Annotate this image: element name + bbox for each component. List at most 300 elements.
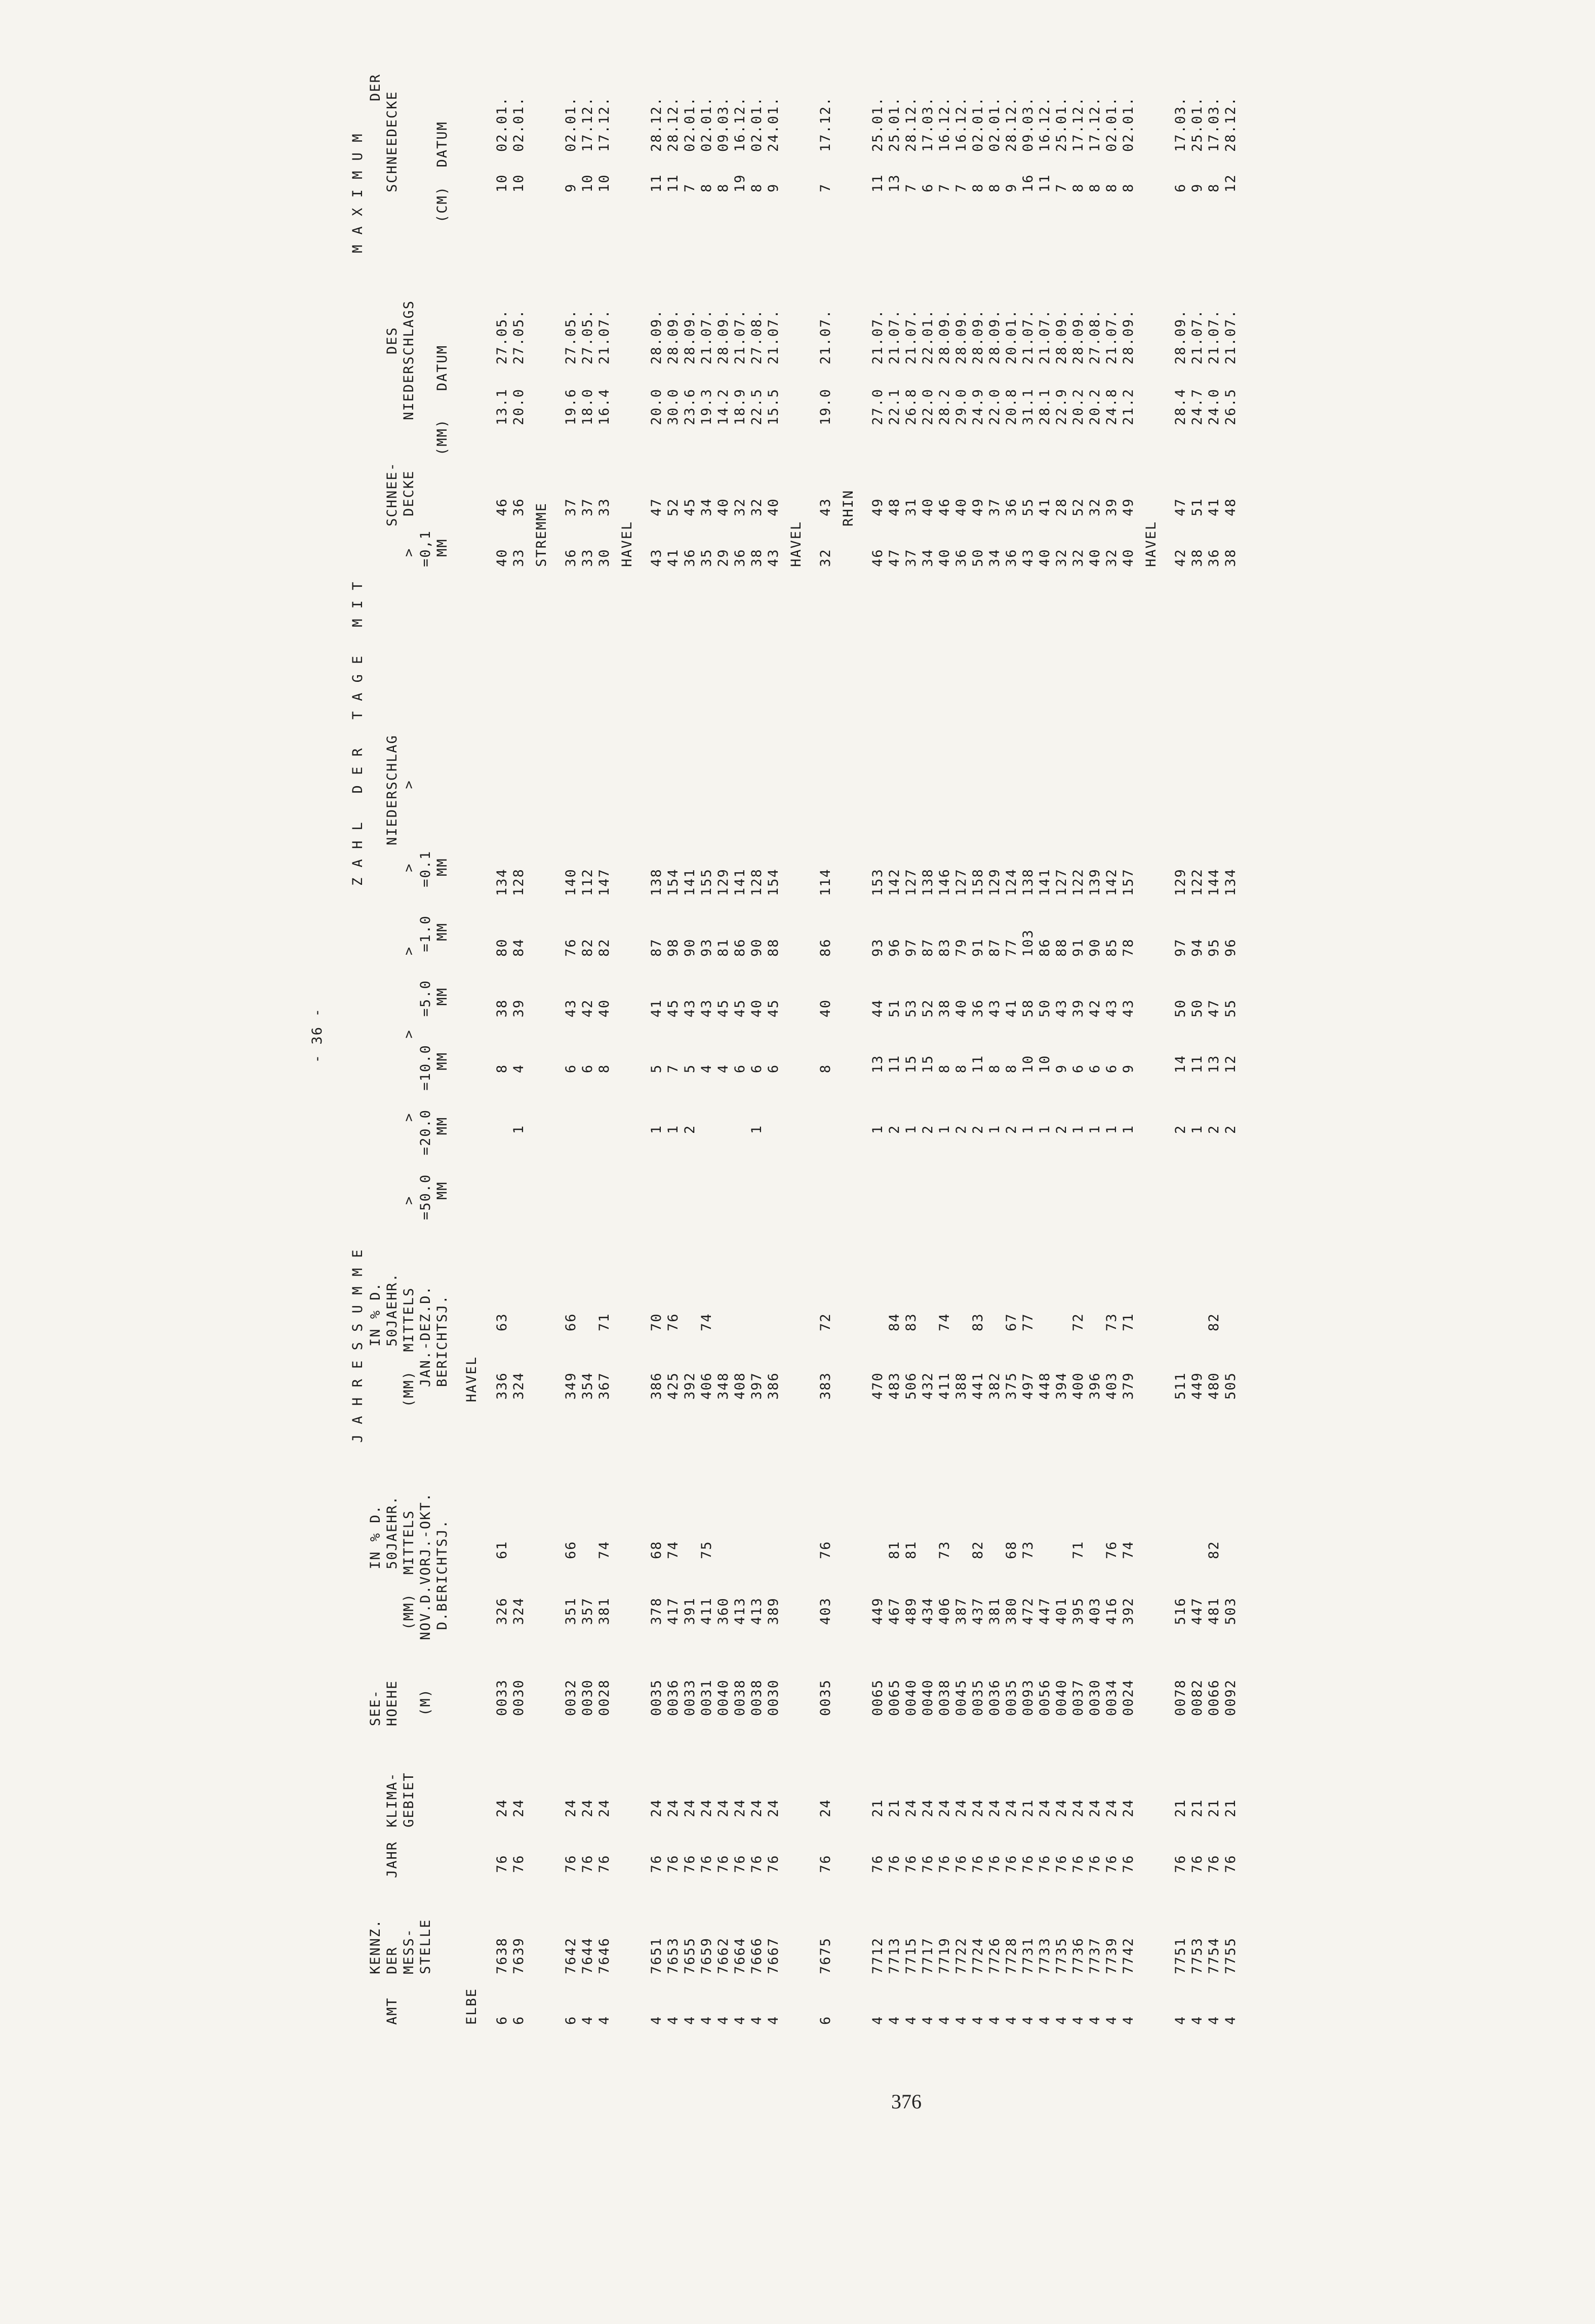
cell-scd: 02.01. bbox=[970, 96, 986, 152]
cell-amt: 4 bbox=[699, 2015, 714, 2025]
cell-mxd: 21.07. bbox=[818, 309, 833, 364]
cell-see: 0038 bbox=[732, 1679, 748, 1716]
header-jahressumme: J A H R E S S U M M E bbox=[350, 1248, 366, 1443]
cell-amt: 4 bbox=[1121, 2015, 1136, 2025]
cell-mx: 16.4 bbox=[596, 388, 612, 425]
header-der-1: DER bbox=[368, 73, 383, 101]
cell-sc: 11 bbox=[649, 174, 664, 192]
cell-klima: 24 bbox=[818, 1799, 833, 1817]
cell-sd2: 28 bbox=[1054, 498, 1069, 516]
rotated-table-sheet bbox=[263, 0, 1595, 2025]
cell-amt: 6 bbox=[563, 2015, 579, 2025]
cell-g20: 1 bbox=[665, 1124, 681, 1134]
cell-g10: 8 bbox=[937, 1064, 952, 1073]
cell-scd: 09.03. bbox=[1020, 96, 1036, 152]
cell-p2: 66 bbox=[563, 1313, 579, 1331]
cell-klima: 24 bbox=[682, 1799, 698, 1817]
cell-js1: 489 bbox=[903, 1597, 919, 1625]
cell-g5: 47 bbox=[1206, 999, 1222, 1017]
cell-g5: 51 bbox=[887, 999, 902, 1017]
cell-jahr: 76 bbox=[715, 1854, 731, 1873]
cell-g1: 86 bbox=[818, 938, 833, 957]
cell-p1: 82 bbox=[970, 1540, 986, 1559]
cell-scd: 28.12. bbox=[903, 96, 919, 152]
cell-sc: 9 bbox=[766, 183, 781, 192]
cell-js1: 381 bbox=[987, 1597, 1003, 1625]
cell-p2: 67 bbox=[1004, 1313, 1019, 1331]
cell-p2: 71 bbox=[1121, 1313, 1136, 1331]
cell-mx: 24.0 bbox=[1206, 388, 1222, 425]
cell-see: 0036 bbox=[987, 1679, 1003, 1716]
header-jahr: JAHR bbox=[384, 1841, 400, 1878]
cell-kennz: 7722 bbox=[953, 1937, 969, 1974]
cell-g5: 50 bbox=[1189, 999, 1205, 1017]
cell-sd2: 47 bbox=[649, 498, 664, 516]
cell-mxd: 28.09. bbox=[970, 309, 986, 364]
cell-g10: 15 bbox=[903, 1054, 919, 1073]
cell-g1: 95 bbox=[1206, 938, 1222, 957]
cell-sd2: 32 bbox=[732, 498, 748, 516]
cell-mxd: 21.07. bbox=[887, 309, 902, 364]
table-row bbox=[665, 0, 682, 2025]
cell-g01: 134 bbox=[494, 868, 510, 896]
cell-g01: 134 bbox=[1223, 868, 1239, 896]
cell-sd: 32 bbox=[1070, 548, 1086, 567]
cell-g10: 7 bbox=[665, 1064, 681, 1073]
cell-jahr: 76 bbox=[1054, 1854, 1069, 1873]
cell-g01: 154 bbox=[766, 868, 781, 896]
cell-kennz: 7644 bbox=[580, 1937, 595, 1974]
cell-sd2: 40 bbox=[953, 498, 969, 516]
cell-klima: 24 bbox=[1004, 1799, 1019, 1817]
cell-js2: 408 bbox=[732, 1372, 748, 1400]
cell-g01: 154 bbox=[665, 868, 681, 896]
cell-jahr: 76 bbox=[649, 1854, 664, 1873]
cell-g01: 128 bbox=[511, 868, 527, 896]
cell-sd: 36 bbox=[563, 548, 579, 567]
cell-jahr: 76 bbox=[953, 1854, 969, 1873]
cell-see: 0035 bbox=[970, 1679, 986, 1716]
cell-see: 0078 bbox=[1173, 1679, 1188, 1716]
cell-amt: 6 bbox=[511, 2015, 527, 2025]
cell-g10: 6 bbox=[749, 1064, 765, 1073]
header-kennz-2: DER bbox=[384, 1946, 400, 1974]
cell-js2: 336 bbox=[494, 1372, 510, 1400]
table-row bbox=[765, 0, 782, 2025]
cell-amt: 4 bbox=[970, 2015, 986, 2025]
cell-js2: 483 bbox=[887, 1372, 902, 1400]
cell-p1: 81 bbox=[887, 1540, 902, 1559]
cell-g1: 88 bbox=[1054, 938, 1069, 957]
cell-g01: 153 bbox=[870, 868, 886, 896]
cell-g10: 6 bbox=[766, 1064, 781, 1073]
cell-see: 0038 bbox=[937, 1679, 952, 1716]
cell-g5: 38 bbox=[494, 999, 510, 1017]
cell-scd: 09.03. bbox=[715, 96, 731, 152]
cell-see: 0037 bbox=[1070, 1679, 1086, 1716]
cell-g10: 8 bbox=[987, 1064, 1003, 1073]
cell-klima: 24 bbox=[511, 1799, 527, 1817]
cell-scd: 02.01. bbox=[682, 96, 698, 152]
cell-klima: 24 bbox=[665, 1799, 681, 1817]
header-amt: AMT bbox=[384, 1997, 400, 2025]
cell-mx: 26.8 bbox=[903, 388, 919, 425]
header-klima-1: KLIMA- bbox=[384, 1772, 400, 1827]
cell-js1: 395 bbox=[1070, 1597, 1086, 1625]
cell-sd2: 40 bbox=[715, 498, 731, 516]
cell-klima: 24 bbox=[649, 1799, 664, 1817]
cell-kennz: 7731 bbox=[1020, 1937, 1036, 1974]
cell-sc: 13 bbox=[887, 174, 902, 192]
cell-kennz: 7719 bbox=[937, 1937, 952, 1974]
cell-kennz: 7675 bbox=[818, 1937, 833, 1974]
cell-scd: 17.12. bbox=[596, 96, 612, 152]
cell-g5: 43 bbox=[1054, 999, 1069, 1017]
cell-g01: 138 bbox=[920, 868, 936, 896]
cell-mxd: 28.09. bbox=[715, 309, 731, 364]
cell-mxd: 27.05. bbox=[511, 309, 527, 364]
cell-sd2: 34 bbox=[699, 498, 714, 516]
table-row bbox=[698, 0, 715, 2025]
cell-g10: 8 bbox=[596, 1064, 612, 1073]
cell-amt: 4 bbox=[665, 2015, 681, 2025]
cell-sc: 8 bbox=[987, 183, 1003, 192]
cell-see: 0030 bbox=[511, 1679, 527, 1716]
cell-kennz: 7754 bbox=[1206, 1937, 1222, 1974]
cell-scd: 16.12. bbox=[732, 96, 748, 152]
cell-scd: 17.12. bbox=[1087, 96, 1103, 152]
cell-mx: 27.0 bbox=[870, 388, 886, 425]
cell-amt: 4 bbox=[953, 2015, 969, 2025]
cell-mx: 31.1 bbox=[1020, 388, 1036, 425]
cell-js2: 324 bbox=[511, 1372, 527, 1400]
cell-js1: 389 bbox=[766, 1597, 781, 1625]
cell-g1: 79 bbox=[953, 938, 969, 957]
cell-mx: 20.0 bbox=[649, 388, 664, 425]
table-row bbox=[920, 0, 936, 2025]
cell-g01: 142 bbox=[887, 868, 902, 896]
cell-p2: 74 bbox=[937, 1313, 952, 1331]
cell-sc: 8 bbox=[970, 183, 986, 192]
cell-kennz: 7737 bbox=[1087, 1937, 1103, 1974]
cell-sd: 37 bbox=[903, 548, 919, 567]
cell-js1: 378 bbox=[649, 1597, 664, 1625]
cell-g01: 142 bbox=[1104, 868, 1120, 896]
cell-scd: 02.01. bbox=[987, 96, 1003, 152]
cell-g10: 5 bbox=[649, 1064, 664, 1073]
cell-g1: 87 bbox=[649, 938, 664, 957]
cell-klima: 24 bbox=[749, 1799, 765, 1817]
cell-g10: 9 bbox=[1054, 1064, 1069, 1073]
cell-sd2: 47 bbox=[1173, 498, 1188, 516]
cell-sc: 10 bbox=[494, 174, 510, 192]
cell-amt: 4 bbox=[870, 2015, 886, 2025]
cell-see: 0030 bbox=[1087, 1679, 1103, 1716]
cell-klima: 24 bbox=[563, 1799, 579, 1817]
cell-scd: 16.12. bbox=[1037, 96, 1053, 152]
cell-g5: 58 bbox=[1020, 999, 1036, 1017]
cell-g20: 1 bbox=[511, 1124, 527, 1134]
cell-scd: 02.01. bbox=[563, 96, 579, 152]
cell-mx: 24.7 bbox=[1189, 388, 1205, 425]
cell-sc: 6 bbox=[920, 183, 936, 192]
cell-kennz: 7664 bbox=[732, 1937, 748, 1974]
cell-sc: 9 bbox=[563, 183, 579, 192]
cell-g10: 4 bbox=[511, 1064, 527, 1073]
cell-js1: 481 bbox=[1206, 1597, 1222, 1625]
cell-scd: 25.01. bbox=[1054, 96, 1069, 152]
cell-g5: 43 bbox=[563, 999, 579, 1017]
cell-sd: 43 bbox=[766, 548, 781, 567]
cell-kennz: 7728 bbox=[1004, 1937, 1019, 1974]
cell-g10: 10 bbox=[1020, 1054, 1036, 1073]
cell-g01: 138 bbox=[649, 868, 664, 896]
cell-js1: 411 bbox=[699, 1597, 714, 1625]
cell-jahr: 76 bbox=[1206, 1854, 1222, 1873]
cell-jahr: 76 bbox=[766, 1854, 781, 1873]
cell-scd: 28.12. bbox=[1004, 96, 1019, 152]
cell-see: 0092 bbox=[1223, 1679, 1239, 1716]
cell-g01: 122 bbox=[1189, 868, 1205, 896]
cell-amt: 4 bbox=[1206, 2015, 1222, 2025]
cell-sd: 47 bbox=[887, 548, 902, 567]
cell-kennz: 7736 bbox=[1070, 1937, 1086, 1974]
header-js1-4: NOV.D.VORJ.-OKT. bbox=[418, 1492, 433, 1640]
cell-js2: 411 bbox=[937, 1372, 952, 1400]
cell-jahr: 76 bbox=[970, 1854, 986, 1873]
table-row bbox=[732, 0, 748, 2025]
section-label-elbe: ELBE bbox=[464, 1987, 480, 2025]
cell-mxd: 27.05. bbox=[563, 309, 579, 364]
cell-kennz: 7753 bbox=[1189, 1937, 1205, 1974]
cell-scd: 17.12. bbox=[818, 96, 833, 152]
cell-jahr: 76 bbox=[1037, 1854, 1053, 1873]
cell-g5: 40 bbox=[749, 999, 765, 1017]
cell-g1: 90 bbox=[1087, 938, 1103, 957]
cell-g1: 80 bbox=[494, 938, 510, 957]
cell-g5: 39 bbox=[1070, 999, 1086, 1017]
cell-js2: 379 bbox=[1121, 1372, 1136, 1400]
cell-amt: 6 bbox=[494, 2015, 510, 2025]
cell-see: 0082 bbox=[1189, 1679, 1205, 1716]
cell-js1: 324 bbox=[511, 1597, 527, 1625]
cell-jahr: 76 bbox=[1104, 1854, 1120, 1873]
cell-js2: 511 bbox=[1173, 1372, 1188, 1400]
cell-js1: 516 bbox=[1173, 1597, 1188, 1625]
cell-sd2: 39 bbox=[1104, 498, 1120, 516]
cell-g1: 91 bbox=[1070, 938, 1086, 957]
cell-mx: 22.9 bbox=[1054, 388, 1069, 425]
cell-mxd: 21.07. bbox=[1223, 309, 1239, 364]
cell-see: 0066 bbox=[1206, 1679, 1222, 1716]
table-row bbox=[903, 0, 920, 2025]
cell-js2: 403 bbox=[1104, 1372, 1120, 1400]
cell-sd: 46 bbox=[870, 548, 886, 567]
cell-sd2: 43 bbox=[818, 498, 833, 516]
cell-mxd: 21.07. bbox=[1037, 309, 1053, 364]
cell-sd2: 37 bbox=[563, 498, 579, 516]
header-js1-3: (MM) MITTELS bbox=[401, 1510, 417, 1630]
header-js1-5: D.BERICHTSJ. bbox=[434, 1519, 450, 1630]
cell-mxd: 21.07. bbox=[1206, 309, 1222, 364]
cell-g5: 52 bbox=[920, 999, 936, 1017]
cell-mxd: 21.07. bbox=[699, 309, 714, 364]
cell-g01: 147 bbox=[596, 868, 612, 896]
header-kennz-1: KENNZ. bbox=[368, 1919, 383, 1974]
cell-sd: 32 bbox=[1054, 548, 1069, 567]
cell-sc: 8 bbox=[715, 183, 731, 192]
table-row bbox=[682, 0, 698, 2025]
table-row bbox=[986, 0, 1003, 2025]
cell-js1: 391 bbox=[682, 1597, 698, 1625]
cell-p2: 71 bbox=[596, 1313, 612, 1331]
header-js2-3: (MM) MITTELS bbox=[401, 1287, 417, 1407]
header-see-3: (M) bbox=[418, 1688, 433, 1716]
cell-js2: 441 bbox=[970, 1372, 986, 1400]
cell-g5: 41 bbox=[1004, 999, 1019, 1017]
header-maximum: M A X I M U M bbox=[350, 133, 366, 253]
cell-mx: 18.9 bbox=[732, 388, 748, 425]
cell-g5: 39 bbox=[511, 999, 527, 1017]
cell-kennz: 7733 bbox=[1037, 1937, 1053, 1974]
table-row bbox=[886, 0, 903, 2025]
page-number-header: - 36 - bbox=[309, 1007, 325, 1063]
cell-scd: 17.12. bbox=[1070, 96, 1086, 152]
cell-klima: 21 bbox=[1173, 1799, 1188, 1817]
cell-sc: 8 bbox=[749, 183, 765, 192]
cell-g1: 97 bbox=[1173, 938, 1188, 957]
cell-klima: 24 bbox=[920, 1799, 936, 1817]
cell-klima: 24 bbox=[715, 1799, 731, 1817]
cell-g01: 129 bbox=[1173, 868, 1188, 896]
cell-g20: 1 bbox=[937, 1124, 952, 1134]
cell-mx: 13.1 bbox=[494, 388, 510, 425]
cell-mx: 15.5 bbox=[766, 388, 781, 425]
cell-sd2: 32 bbox=[749, 498, 765, 516]
header-greater-than: > > > > > > bbox=[401, 780, 417, 1205]
cell-g1: 77 bbox=[1004, 938, 1019, 957]
cell-g20: 2 bbox=[953, 1124, 969, 1134]
river-section-label: HAVEL bbox=[788, 520, 804, 567]
header-max-mm-datum: (MM) DATUM bbox=[434, 344, 450, 456]
cell-scd: 02.01. bbox=[1104, 96, 1120, 152]
cell-g10: 6 bbox=[580, 1064, 595, 1073]
cell-see: 0034 bbox=[1104, 1679, 1120, 1716]
cell-amt: 4 bbox=[887, 2015, 902, 2025]
cell-see: 0040 bbox=[920, 1679, 936, 1716]
cell-g5: 55 bbox=[1223, 999, 1239, 1017]
cell-see: 0040 bbox=[715, 1679, 731, 1716]
header-schnee-gt: > bbox=[401, 547, 417, 557]
cell-g20: 2 bbox=[970, 1124, 986, 1134]
cell-klima: 24 bbox=[903, 1799, 919, 1817]
cell-klima: 21 bbox=[1223, 1799, 1239, 1817]
cell-amt: 4 bbox=[649, 2015, 664, 2025]
cell-sd2: 51 bbox=[1189, 498, 1205, 516]
cell-scd: 25.01. bbox=[887, 96, 902, 152]
cell-kennz: 7667 bbox=[766, 1937, 781, 1974]
cell-js2: 448 bbox=[1037, 1372, 1053, 1400]
cell-amt: 4 bbox=[682, 2015, 698, 2025]
cell-js2: 388 bbox=[953, 1372, 969, 1400]
cell-g10: 8 bbox=[818, 1064, 833, 1073]
table-row bbox=[596, 0, 613, 2025]
cell-g5: 43 bbox=[1104, 999, 1120, 1017]
cell-g20: 1 bbox=[1104, 1124, 1120, 1134]
cell-amt: 4 bbox=[1104, 2015, 1120, 2025]
cell-jahr: 76 bbox=[665, 1854, 681, 1873]
cell-g01: 112 bbox=[580, 868, 595, 896]
cell-g20: 1 bbox=[1070, 1124, 1086, 1134]
cell-mx: 19.3 bbox=[699, 388, 714, 425]
cell-g20: 1 bbox=[1037, 1124, 1053, 1134]
cell-g01: 146 bbox=[937, 868, 952, 896]
header-js2-5: BERICHTSJ. bbox=[434, 1294, 450, 1387]
table-row bbox=[1172, 0, 1189, 2025]
river-section-label: STREMME bbox=[534, 502, 549, 567]
cell-js1: 413 bbox=[732, 1597, 748, 1625]
cell-g1: 87 bbox=[920, 938, 936, 957]
cell-g10: 4 bbox=[699, 1064, 714, 1073]
cell-js2: 470 bbox=[870, 1372, 886, 1400]
cell-g01: 127 bbox=[903, 868, 919, 896]
cell-scd: 28.12. bbox=[665, 96, 681, 152]
cell-js2: 449 bbox=[1189, 1372, 1205, 1400]
cell-mx: 28.4 bbox=[1173, 388, 1188, 425]
cell-g01: 144 bbox=[1206, 868, 1222, 896]
cell-amt: 4 bbox=[1037, 2015, 1053, 2025]
cell-klima: 24 bbox=[953, 1799, 969, 1817]
cell-mx: 29.0 bbox=[953, 388, 969, 425]
cell-g1: 96 bbox=[1223, 938, 1239, 957]
cell-js2: 392 bbox=[682, 1372, 698, 1400]
cell-mx: 18.0 bbox=[580, 388, 595, 425]
cell-mxd: 21.07. bbox=[766, 309, 781, 364]
cell-kennz: 7646 bbox=[596, 1937, 612, 1974]
table-row bbox=[563, 0, 579, 2025]
cell-g1: 86 bbox=[1037, 938, 1053, 957]
cell-g10: 8 bbox=[1004, 1064, 1019, 1073]
cell-js2: 348 bbox=[715, 1372, 731, 1400]
cell-jahr: 76 bbox=[1173, 1854, 1188, 1873]
cell-js1: 434 bbox=[920, 1597, 936, 1625]
cell-sc: 16 bbox=[1020, 174, 1036, 192]
cell-kennz: 7724 bbox=[970, 1937, 986, 1974]
cell-g1: 85 bbox=[1104, 938, 1120, 957]
cell-js1: 406 bbox=[937, 1597, 952, 1625]
header-zahl-der-tage: Z A H L D E R T A G E M I T bbox=[350, 581, 366, 886]
cell-see: 0035 bbox=[818, 1679, 833, 1716]
cell-see: 0031 bbox=[699, 1679, 714, 1716]
cell-g10: 10 bbox=[1037, 1054, 1053, 1073]
cell-jahr: 76 bbox=[1020, 1854, 1036, 1873]
cell-g5: 45 bbox=[766, 999, 781, 1017]
cell-p1: 74 bbox=[1121, 1540, 1136, 1559]
cell-see: 0056 bbox=[1037, 1679, 1053, 1716]
cell-g01: 155 bbox=[699, 868, 714, 896]
cell-klima: 24 bbox=[1087, 1799, 1103, 1817]
cell-js1: 403 bbox=[1087, 1597, 1103, 1625]
table-row bbox=[1103, 0, 1120, 2025]
cell-sd: 38 bbox=[1223, 548, 1239, 567]
river-label: HAVEL bbox=[464, 1356, 480, 1402]
cell-g01: 140 bbox=[563, 868, 579, 896]
cell-klima: 24 bbox=[1070, 1799, 1086, 1817]
cell-g1: 82 bbox=[596, 938, 612, 957]
cell-js1: 447 bbox=[1037, 1597, 1053, 1625]
cell-p2: 72 bbox=[1070, 1313, 1086, 1331]
header-schnee-01: =0,1 bbox=[418, 529, 433, 567]
